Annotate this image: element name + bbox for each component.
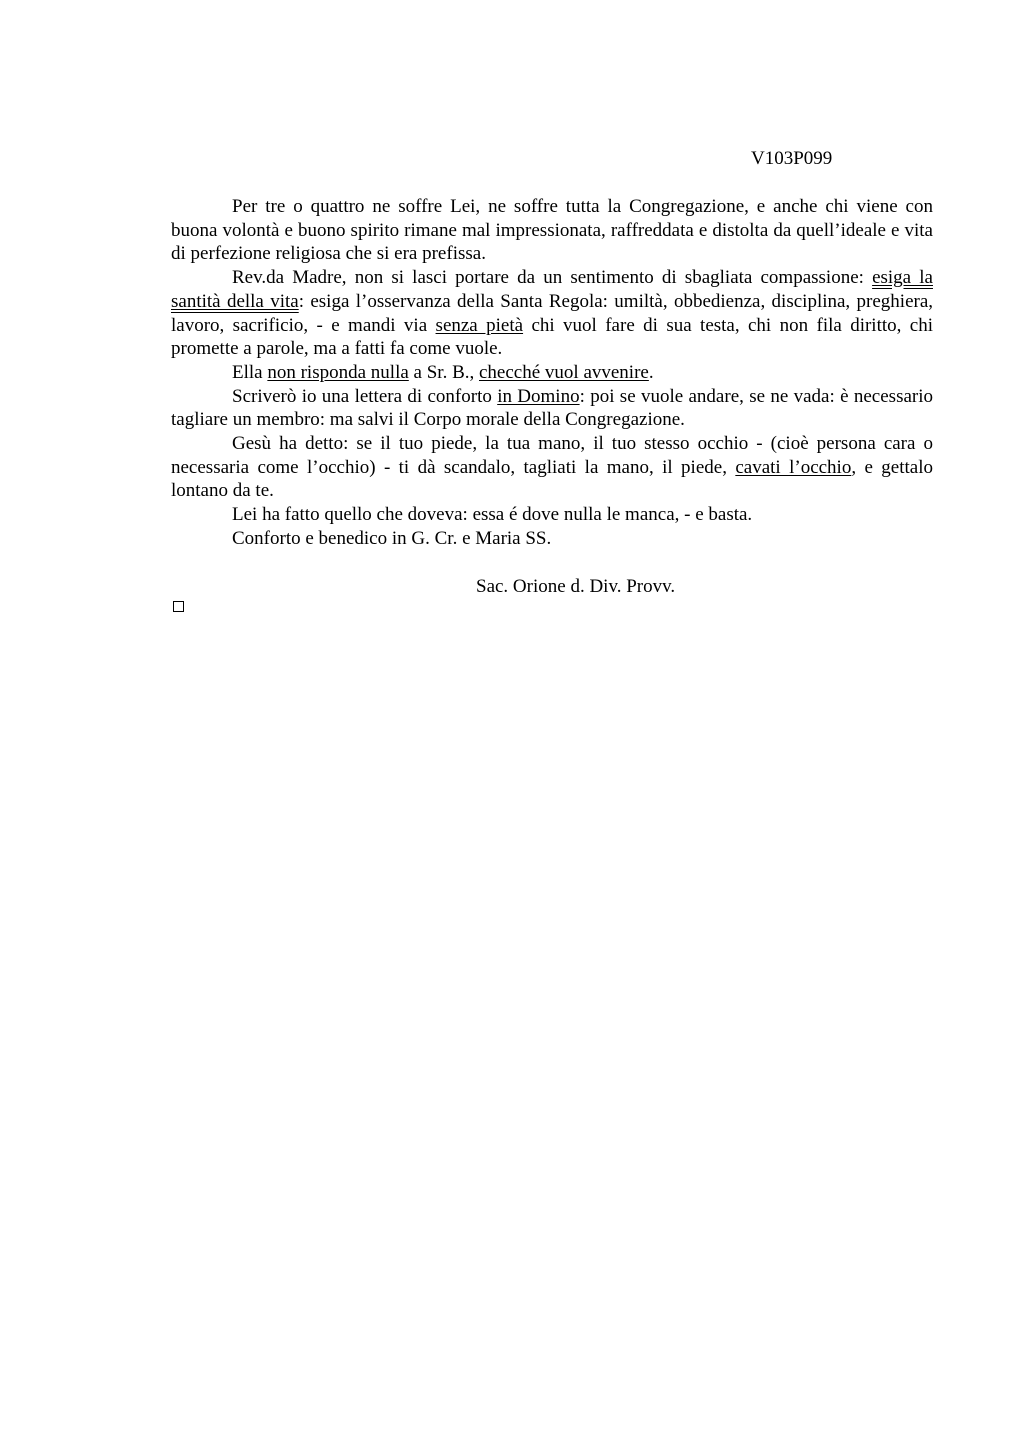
underlined-phrase: in Domino xyxy=(497,385,580,407)
text-run: . xyxy=(648,361,654,383)
text-run: Gesù ha detto: se il tuo piede, la tua mano, il tuo stesso occhio - (cioè persona cara o necessaria come l’occhio) - ti dà scandalo, tagliati la mano, il piede, xyxy=(171,433,933,478)
paragraph-1 xyxy=(171,195,933,266)
document-reference-code: V103P099 xyxy=(751,148,833,169)
text-run: Rev.da Madre, non si lasci portare da un sentimento di sbagliata compassione: xyxy=(232,267,873,289)
text-run: Scriverò io una lettera di conforto xyxy=(232,385,498,407)
paragraph-5 xyxy=(171,432,933,503)
text-run: Conforto e benedico in G. Cr. e Maria SS. xyxy=(232,527,552,549)
underlined-phrase: senza pietà xyxy=(435,314,524,336)
text-run: a Sr. B., xyxy=(408,361,479,383)
paragraph-2 xyxy=(171,266,933,361)
letter-body xyxy=(171,195,933,551)
paragraph-6 xyxy=(171,503,933,527)
paragraph-3 xyxy=(171,361,933,385)
underlined-phrase: non risponda nulla xyxy=(267,361,409,383)
text-run: Per tre o quattro ne soffre Lei, ne soffre tutta la Congregazione, e anche chi viene con buona volontà e buono spirito rimane mal impressionata, raffreddata e distolta da quell’ideale e vita di perfezione religiosa che si era prefissa. xyxy=(171,196,933,265)
text-run: : esiga l’osservanza della Santa Regola: umiltà, obbedienza, disciplina, preghiera, lavoro, sacrificio, - e mandi via xyxy=(171,290,934,336)
text-run: chi vuol fare di sua testa, chi non fila diritto, chi promette a parole, ma a fatti fa come vuole. xyxy=(171,314,933,360)
paragraph-4 xyxy=(171,385,933,432)
underlined-phrase: cavati l’occhio xyxy=(735,456,852,478)
text-run: : poi se vuole andare, se ne vada: è necessario tagliare un membro: ma salvi il Corpo morale della Congregazione. xyxy=(171,385,933,431)
empty-square-icon xyxy=(173,601,184,612)
underlined-phrase: checché vuol avvenire xyxy=(479,361,649,383)
text-run: Ella xyxy=(232,361,268,383)
signature: Sac. Orione d. Div. Provv. xyxy=(476,576,676,597)
text-run: Lei ha fatto quello che doveva: essa é dove nulla le manca, - e basta. xyxy=(232,504,753,526)
text-run: , e gettalo lontano da te. xyxy=(171,456,934,502)
double-underlined-phrase: esiga la santità della vita xyxy=(171,267,933,312)
paragraph-7 xyxy=(171,527,933,551)
